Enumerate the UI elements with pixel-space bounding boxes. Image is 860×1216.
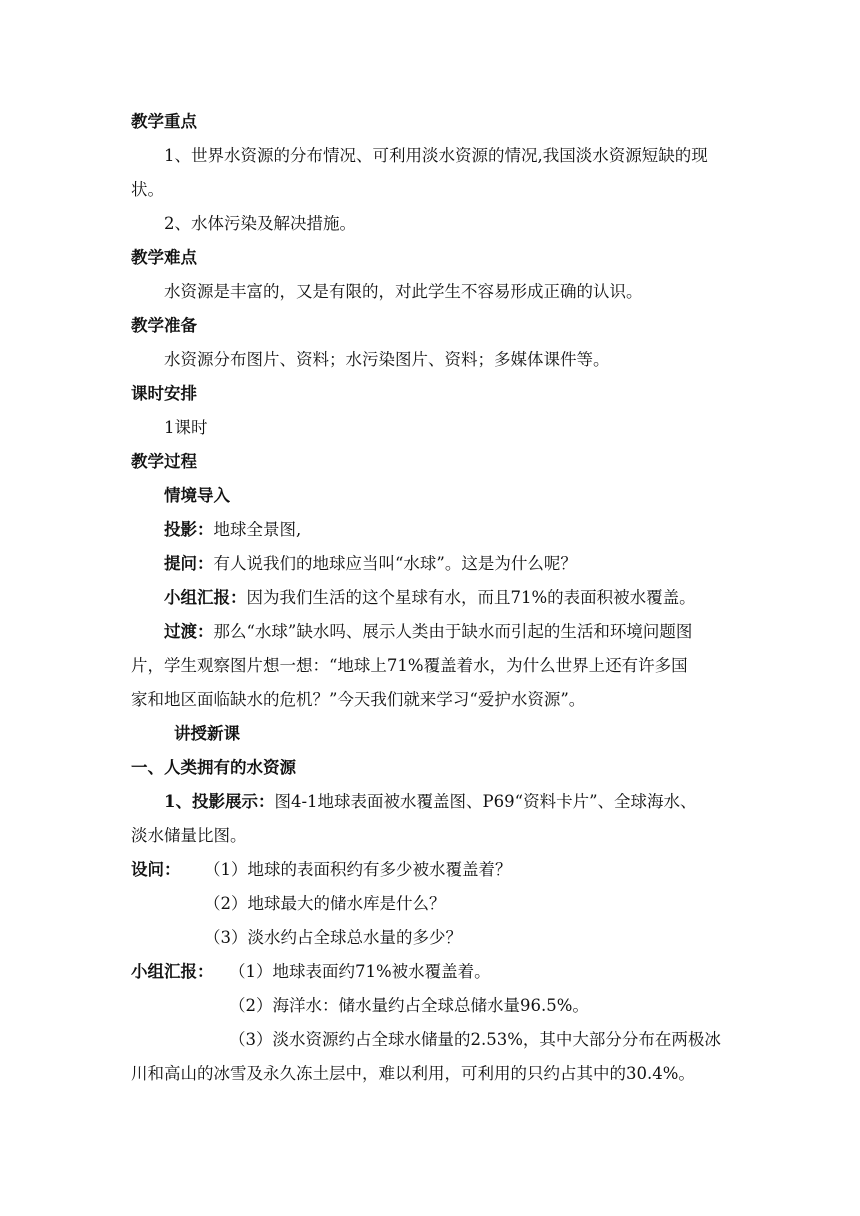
- ask-label: 设问：: [131, 860, 181, 879]
- question-paragraph: [164, 553, 784, 575]
- projection-show-text: 图4-1地球表面被水覆盖图、P69“资料卡片”、全球海水、: [274, 792, 697, 811]
- heading-class-schedule: 课时安排: [131, 384, 197, 403]
- schedule-text: 1课时: [164, 418, 208, 437]
- preparation-text: 水资源分布图片、资料；水污染图片、资料；多媒体课件等。: [164, 350, 610, 369]
- ask-question-2: （2）地球最大的储水库是什么？: [204, 894, 446, 913]
- focus-item-1-line-2: 状。: [131, 180, 164, 199]
- ask-question-1: （1）地球的表面积约有多少被水覆盖着？: [204, 860, 512, 879]
- transition-text: 那么“水球”缺水吗、展示人类由于缺水而引起的生活和环境问题图: [213, 622, 693, 641]
- heading-teaching-difficulty: 教学难点: [131, 248, 197, 267]
- section1-item1-line-2: 淡水储量比图。: [131, 826, 247, 845]
- transition-paragraph-line-3: 家和地区面临缺水的危机？”今天我们就来学习“爱护水资源”。: [131, 690, 586, 709]
- projection-label: 投影：: [164, 520, 214, 539]
- transition-paragraph-line-2: 片，学生观察图片想一想：“地球上71%覆盖着水，为什么世界上还有许多国: [131, 656, 688, 675]
- heading-teaching-preparation: 教学准备: [131, 316, 197, 335]
- answer-3-line-2: 川和高山的冰雪及永久冻土层中，难以利用，可利用的只约占其中的30.4%。: [131, 1064, 695, 1083]
- focus-item-1-line-1: 1、世界水资源的分布情况、可利用淡水资源的情况,我国淡水资源短缺的现: [164, 146, 708, 165]
- transition-label: 过渡：: [164, 622, 214, 641]
- projection-show-label: 1、投影展示：: [164, 792, 275, 811]
- subheading-scenario-intro: 情境导入: [164, 486, 230, 505]
- section1-item1-line-1: [164, 791, 784, 813]
- section-heading-water-resources: 一、人类拥有的水资源: [131, 758, 296, 777]
- answer-2: （2）海洋水：储水量约占全球总储水量96.5%。: [229, 996, 589, 1015]
- answer-1: （1）地球表面约71%被水覆盖着。: [229, 962, 491, 981]
- question-text: 有人说我们的地球应当叫“水球”。这是为什么呢？: [213, 554, 577, 573]
- group-report-label: 小组汇报：: [131, 962, 214, 981]
- question-label: 提问：: [164, 554, 214, 573]
- heading-teaching-process: 教学过程: [131, 452, 197, 471]
- difficulty-text: 水资源是丰富的，又是有限的，对此学生不容易形成正确的认识。: [164, 282, 643, 301]
- report-label: 小组汇报：: [164, 588, 247, 607]
- projection-text: 地球全景图,: [213, 520, 302, 539]
- projection-paragraph: [164, 519, 784, 541]
- heading-teaching-focus: 教学重点: [131, 112, 197, 131]
- subheading-new-lesson: 讲授新课: [174, 724, 240, 743]
- focus-item-2: 2、水体污染及解决措施。: [164, 214, 356, 233]
- answer-3-line-1: （3）淡水资源约占全球水储量的2.53%，其中大部分分布在两极冰: [229, 1030, 721, 1049]
- report-text: 因为我们生活的这个星球有水，而且71%的表面积被水覆盖。: [246, 588, 696, 607]
- ask-question-3: （3）淡水约占全球总水量的多少？: [204, 928, 462, 947]
- report-paragraph: [164, 587, 784, 609]
- transition-paragraph-line-1: [164, 621, 784, 643]
